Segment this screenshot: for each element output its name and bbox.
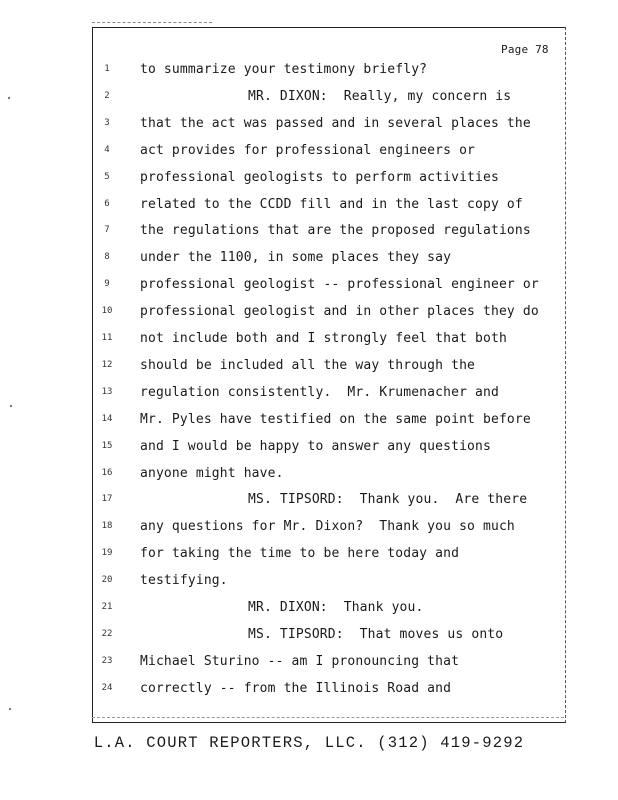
line-number: 11 (101, 333, 113, 343)
line-text: Mr. Pyles have testified on the same point before (140, 411, 531, 427)
line-number: 13 (101, 386, 113, 397)
scan-speck (10, 405, 12, 407)
line-text: professional geologists to perform activities (140, 169, 499, 185)
line-number: 18 (101, 521, 113, 532)
line-text: testifying. (140, 573, 228, 589)
page-number-label: Page 78 (501, 43, 549, 56)
line-text: not include both and I strongly feel that both (140, 331, 507, 346)
transcript-line (0, 519, 618, 539)
transcript-line (0, 304, 618, 324)
line-number: 5 (104, 171, 110, 182)
transcript-line (0, 89, 618, 109)
transcript-line (0, 277, 618, 297)
line-text: professional geologist -- professional engineer or (140, 277, 539, 293)
transcript-line (0, 62, 618, 82)
line-text: regulation consistently. Mr. Krumenacher and (140, 384, 499, 400)
line-number: 15 (101, 440, 113, 451)
transcript-line (0, 197, 618, 217)
transcript-line (0, 439, 618, 459)
line-number: 22 (101, 628, 113, 639)
transcript-line (0, 250, 618, 270)
line-text: related to the CCDD fill and in the last copy of (140, 196, 523, 212)
line-number: 19 (101, 548, 113, 559)
transcript-line (0, 681, 618, 701)
transcript-line (0, 412, 618, 432)
transcript-line (0, 654, 618, 674)
line-number: 10 (101, 306, 113, 317)
line-text: act provides for professional engineers or (140, 142, 476, 158)
line-text: MR. DIXON: Really, my concern is (248, 88, 512, 104)
line-text: the regulations that are the proposed regulations (140, 223, 531, 239)
transcript-line (0, 492, 618, 512)
line-number: 24 (101, 682, 113, 693)
line-text: Michael Sturino -- am I pronouncing that (140, 653, 460, 669)
line-number: 8 (104, 252, 110, 263)
transcript-line (0, 331, 618, 351)
line-number: 17 (101, 494, 113, 505)
transcript-line (0, 358, 618, 378)
line-text: anyone might have. (140, 465, 284, 481)
line-text: and I would be happy to answer any questions (140, 438, 491, 454)
line-number: 3 (104, 117, 110, 128)
transcript-line (0, 170, 618, 190)
transcript-line (0, 116, 618, 136)
line-number: 4 (104, 144, 110, 155)
line-text: that the act was passed and in several places the (140, 115, 531, 131)
line-number: 23 (101, 655, 113, 666)
line-text: for taking the time to be here today and (140, 546, 460, 562)
line-text: MS. TIPSORD: Thank you. Are there (248, 492, 528, 508)
transcript-line (0, 600, 618, 620)
transcript-line (0, 546, 618, 566)
scan-speck (9, 708, 11, 710)
transcript-line (0, 143, 618, 163)
line-number: 7 (104, 225, 110, 236)
transcript-line (0, 627, 618, 647)
transcript-line (0, 385, 618, 405)
line-text: correctly -- from the Illinois Road and (140, 680, 452, 696)
line-number: 21 (101, 602, 113, 612)
line-number: 16 (101, 467, 113, 478)
line-text: under the 1100, in some places they say (140, 250, 452, 266)
line-text: MS. TIPSORD: That moves us onto (248, 626, 504, 642)
scan-speck (8, 97, 10, 99)
line-number: 9 (104, 279, 110, 290)
line-number: 20 (101, 575, 113, 586)
transcript-line (0, 223, 618, 243)
line-text: to summarize your testimony briefly? (140, 62, 428, 77)
top-tick-mark (92, 22, 212, 23)
transcript-line (0, 573, 618, 593)
line-text: should be included all the way through the (140, 357, 476, 373)
line-text: MR. DIXON: Thank you. (248, 600, 424, 615)
bottom-dashed-rule (92, 717, 564, 718)
line-number: 1 (104, 64, 110, 74)
court-reporter-footer: L.A. COURT REPORTERS, LLC. (312) 419-9292 (93, 734, 525, 752)
line-number: 6 (104, 198, 110, 209)
line-number: 14 (101, 413, 113, 424)
transcript-line (0, 466, 618, 486)
line-number: 12 (101, 359, 113, 370)
line-text: professional geologist and in other places they do (140, 304, 539, 320)
line-number: 2 (104, 90, 110, 101)
line-text: any questions for Mr. Dixon? Thank you so much (140, 519, 515, 535)
